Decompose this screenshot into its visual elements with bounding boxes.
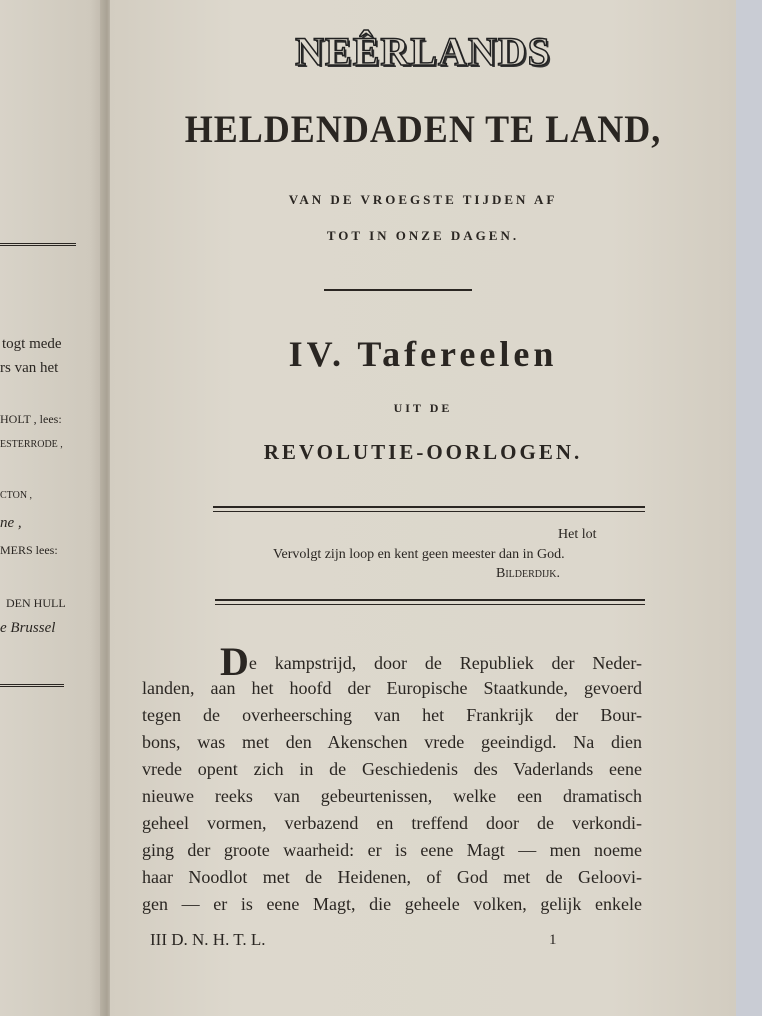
body-line: nieuwe reeks van gebeurtenissen, welke een dramatisch (142, 786, 642, 806)
body-line: gen — er is eene Magt, die geheele volken, gelijk enkele (142, 894, 642, 914)
body-line: landen, aan het hoofd der Europische Staatkunde, gevoerd (142, 678, 642, 698)
body-line (142, 639, 642, 684)
body-line: tegen de overheersching van het Frankrijk der Bour- (142, 705, 642, 725)
signature-mark: III D. N. H. T. L. (150, 930, 266, 949)
left-line: MERS lees: (0, 543, 58, 557)
epigraph-line-1: Het lot (558, 527, 597, 542)
left-line: ESTERRODE , (0, 439, 63, 450)
body-text (142, 639, 642, 918)
body-line: ging der groote waarheid: er is eene Magt — men noeme (142, 840, 642, 860)
double-rule-bottom (215, 599, 645, 605)
page-number: 1 (549, 932, 557, 948)
body-line: vrede opent zich in de Geschiedenis des Vaderlands eene (142, 759, 642, 779)
ornamental-rule (324, 289, 472, 291)
body-line: bons, was met den Akenschen vrede geeindigd. Na dien (142, 732, 642, 752)
drop-cap: D (220, 639, 249, 684)
left-line: DEN HULL (6, 596, 66, 610)
left-rule-top (0, 243, 76, 246)
body-line: geheel vormen, verbazend en treffend door de verkondi- (142, 813, 642, 833)
subtitle-line-2: TOT IN ONZE DAGEN. (326, 228, 520, 243)
left-line: ne , (0, 515, 22, 531)
main-title: HELDENDADEN TE LAND, (184, 107, 662, 151)
left-rule-bottom (0, 684, 64, 687)
decorative-title: NEÊRLANDS (295, 29, 551, 74)
body-line-text: e kampstrijd, door de Republiek der Neder- (248, 653, 642, 673)
left-line: rs van het (0, 360, 59, 376)
left-line: HOLT , lees: (0, 412, 62, 426)
double-rule-top (213, 506, 645, 512)
epigraph-author: Bilderdijk. (496, 566, 560, 581)
part-title: IV. Tafereelen (288, 334, 558, 374)
left-page (0, 0, 106, 1016)
epigraph-line-2: Vervolgt zijn loop en kent geen meester dan in God. (273, 547, 565, 562)
body-line: haar Noodlot met de Heidenen, of God met de Geloovi- (142, 867, 642, 887)
left-line: e Brussel (0, 620, 56, 636)
subtitle-line-1: VAN DE VROEGSTE TIJDEN AF (288, 192, 558, 207)
left-line: CTON , (0, 490, 33, 501)
part-subtitle-2: REVOLUTIE-OORLOGEN. (263, 440, 583, 464)
left-line: togt mede (2, 336, 62, 352)
part-subtitle-1: UIT DE (393, 401, 453, 415)
